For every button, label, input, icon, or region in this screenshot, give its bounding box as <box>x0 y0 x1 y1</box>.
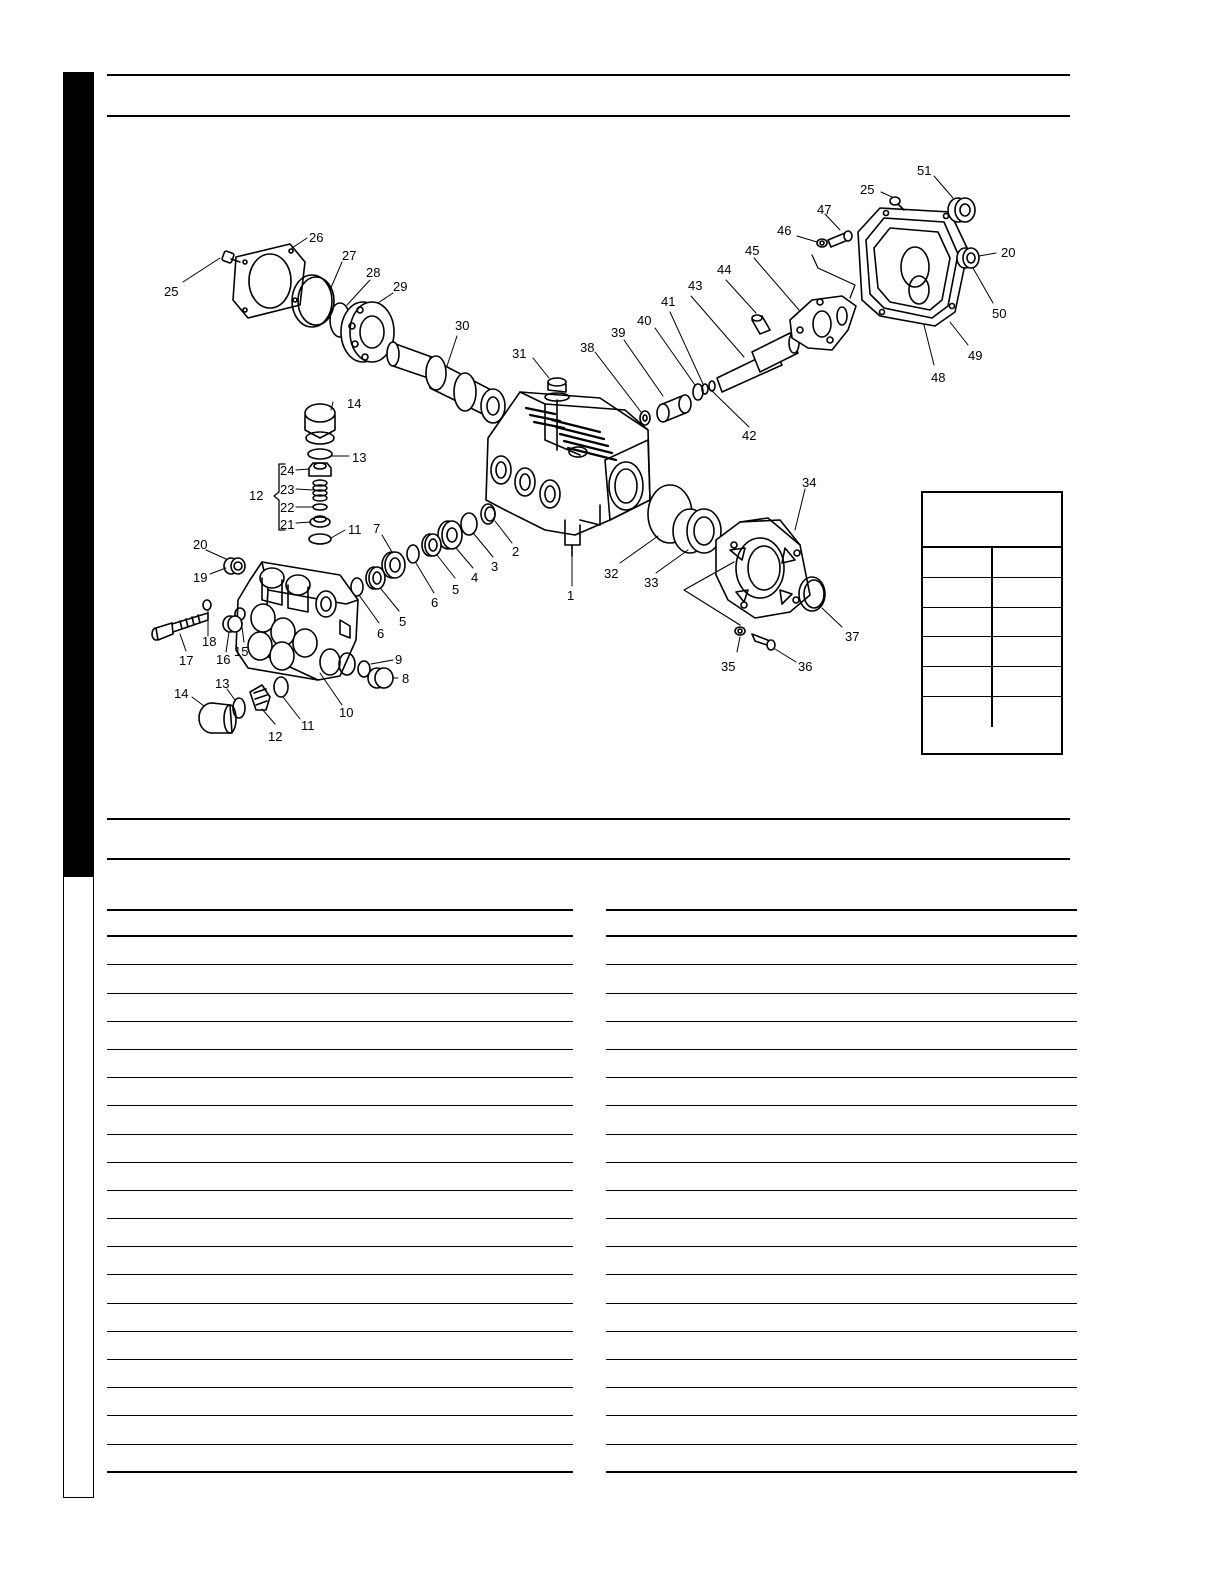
washer-40 <box>693 384 703 400</box>
callout-16: 16 <box>216 652 231 667</box>
parts-list-row <box>606 1332 1077 1360</box>
callout-19: 19 <box>193 570 208 585</box>
o-ring-3 <box>461 513 477 535</box>
parts-list-row <box>107 1445 573 1473</box>
callout-3: 3 <box>491 559 499 574</box>
callout-12-lower: 12 <box>268 729 283 744</box>
rod-cap-45 <box>790 296 856 350</box>
parts-list-left <box>107 909 573 1478</box>
callout-10: 10 <box>339 705 354 720</box>
plug-50 <box>957 248 979 268</box>
callout-49: 49 <box>968 348 983 363</box>
callout-36: 36 <box>798 659 813 674</box>
callout-33: 33 <box>644 575 659 590</box>
callout-17: 17 <box>179 653 194 668</box>
parts-list-row <box>606 965 1077 993</box>
ring-6-upper <box>407 545 419 563</box>
washer-38 <box>640 411 650 425</box>
seal-7 <box>382 552 405 578</box>
callout-22: 22 <box>280 500 295 515</box>
callout-11-upper: 11 <box>348 522 362 537</box>
kit-table-row <box>923 697 1061 727</box>
callout-12-upper: 12 <box>249 488 264 503</box>
callout-25-right: 25 <box>860 182 875 197</box>
callout-13-upper: 13 <box>352 450 367 465</box>
callout-31: 31 <box>512 346 527 361</box>
parts-list-row <box>606 1445 1077 1473</box>
callout-18: 18 <box>202 634 217 649</box>
kit-table-row <box>923 548 1061 578</box>
parts-heading-rule-top <box>107 818 1070 820</box>
callout-26: 26 <box>309 230 324 245</box>
parts-list-row <box>107 1247 573 1275</box>
valve-21 <box>310 516 330 527</box>
callout-45: 45 <box>745 243 760 258</box>
kit-reference-table <box>921 491 1063 755</box>
parts-list-row <box>606 994 1077 1022</box>
callout-47: 47 <box>817 202 832 217</box>
flange-34 <box>716 518 810 618</box>
callout-7: 7 <box>373 521 381 536</box>
kit-table-row <box>923 608 1061 638</box>
parts-list-row <box>107 965 573 993</box>
screw-47 <box>828 231 852 247</box>
parts-list-row <box>107 1106 573 1134</box>
parts-list-row <box>107 1388 573 1416</box>
callout-14-lower: 14 <box>174 686 189 701</box>
parts-list-right <box>606 909 1077 1478</box>
callout-20-right: 20 <box>1001 245 1016 260</box>
kit-table-header <box>923 493 1061 548</box>
seal-5-lower <box>366 567 385 589</box>
crankcase-housing <box>486 392 650 556</box>
callout-28: 28 <box>366 265 381 280</box>
callout-1: 1 <box>567 588 575 603</box>
parts-list-row <box>606 1163 1077 1191</box>
plug-51 <box>948 198 975 222</box>
screw-36 <box>752 634 775 650</box>
parts-list-row <box>107 1416 573 1444</box>
parts-list-row <box>606 1275 1077 1303</box>
bearing-cover <box>233 244 305 318</box>
parts-list-row <box>606 1191 1077 1219</box>
bushing-39 <box>657 395 691 422</box>
parts-list-row <box>606 1135 1077 1163</box>
callout-40: 40 <box>637 313 652 328</box>
callout-13-lower: 13 <box>215 676 230 691</box>
pin-44 <box>752 315 770 334</box>
callout-30: 30 <box>455 318 470 333</box>
callout-27: 27 <box>342 248 357 263</box>
parts-list-row <box>107 1275 573 1303</box>
valve-12-lower <box>250 685 270 710</box>
parts-list-header-row <box>606 909 1077 937</box>
parts-list-row <box>107 1050 573 1078</box>
callout-43: 43 <box>688 278 703 293</box>
seal-5-upper <box>422 534 441 556</box>
rear-cover-48 <box>858 208 968 326</box>
callout-15: 15 <box>234 644 249 659</box>
callout-29: 29 <box>393 279 408 294</box>
bolt-17 <box>152 613 208 640</box>
callout-5-lower: 5 <box>399 614 407 629</box>
callout-11-lower: 11 <box>301 718 315 733</box>
callout-41: 41 <box>661 294 676 309</box>
callout-34: 34 <box>802 475 817 490</box>
ring-22 <box>313 504 327 510</box>
parts-list-row <box>606 937 1077 965</box>
callout-46: 46 <box>777 223 792 238</box>
parts-list-row <box>606 1050 1077 1078</box>
parts-list-row <box>107 1078 573 1106</box>
parts-list-row <box>606 1219 1077 1247</box>
callout-23: 23 <box>280 482 295 497</box>
callout-32: 32 <box>604 566 619 581</box>
kit-table-row <box>923 578 1061 608</box>
callout-8: 8 <box>402 671 410 686</box>
parts-list-row <box>107 1360 573 1388</box>
callout-24: 24 <box>280 463 295 478</box>
plug-16 <box>223 616 242 632</box>
callout-44: 44 <box>717 262 732 277</box>
callout-20-left: 20 <box>193 537 208 552</box>
callout-39: 39 <box>611 325 626 340</box>
parts-list-row <box>107 1219 573 1247</box>
callout-4: 4 <box>471 570 479 585</box>
washer-35 <box>735 627 745 635</box>
o-ring-13-lower <box>233 698 245 718</box>
parts-list-row <box>606 1416 1077 1444</box>
parts-list-row <box>606 1388 1077 1416</box>
manifold-10 <box>236 562 358 680</box>
callout-2: 2 <box>512 544 520 559</box>
parts-list-row <box>107 1304 573 1332</box>
bearing-29 <box>341 302 394 362</box>
callout-6-upper: 6 <box>431 595 439 610</box>
connecting-rod-43 <box>717 333 799 392</box>
callout-42: 42 <box>742 428 757 443</box>
crankshaft-30 <box>387 342 505 423</box>
parts-list-row <box>107 1135 573 1163</box>
parts-list-header-row <box>107 909 573 937</box>
callout-6-lower: 6 <box>377 626 385 641</box>
spring-23 <box>313 480 327 501</box>
seal-27 <box>292 275 334 327</box>
parts-list-row <box>107 937 573 965</box>
kit-table-row <box>923 637 1061 667</box>
callout-51: 51 <box>917 163 932 178</box>
parts-list-row <box>606 1360 1077 1388</box>
washer-46 <box>817 239 827 247</box>
plug-8 <box>368 668 393 688</box>
valve-cap-14-lower <box>199 703 236 733</box>
callout-5-upper: 5 <box>452 582 460 597</box>
washer-18 <box>203 600 211 610</box>
parts-list-row <box>107 1163 573 1191</box>
parts-heading-rule-bottom <box>107 858 1070 860</box>
callout-37: 37 <box>845 629 860 644</box>
o-ring-13-upper <box>308 449 332 459</box>
callout-21: 21 <box>280 517 295 532</box>
parts-list-row <box>107 1022 573 1050</box>
parts-list-row <box>606 1022 1077 1050</box>
callout-35: 35 <box>721 659 736 674</box>
valve-seat-24 <box>309 463 331 476</box>
callout-9: 9 <box>395 652 403 667</box>
callout-38: 38 <box>580 340 595 355</box>
callout-50: 50 <box>992 306 1007 321</box>
parts-list-row <box>107 1191 573 1219</box>
needle-bearing-33 <box>673 509 721 553</box>
parts-list-row <box>107 1332 573 1360</box>
callout-48: 48 <box>931 370 946 385</box>
parts-list-row <box>606 1078 1077 1106</box>
o-ring-11-upper <box>309 534 331 544</box>
ring-42 <box>709 381 715 391</box>
parts-list-row <box>606 1247 1077 1275</box>
callout-14-upper: 14 <box>347 396 362 411</box>
parts-list-row <box>606 1106 1077 1134</box>
kit-table-row <box>923 667 1061 697</box>
callout-25-left: 25 <box>164 284 179 299</box>
plug-19 <box>224 558 245 574</box>
parts-list-row <box>107 994 573 1022</box>
o-ring-11-lower <box>274 677 288 697</box>
parts-list-row <box>606 1304 1077 1332</box>
